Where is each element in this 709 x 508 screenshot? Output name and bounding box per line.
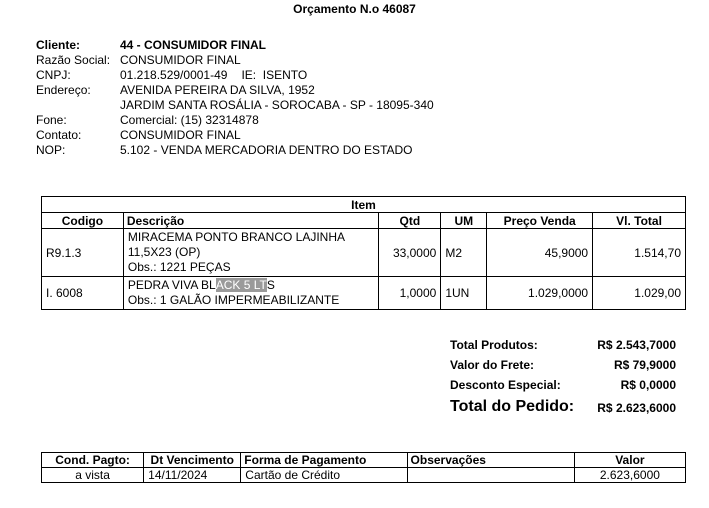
valor-frete-label: Valor do Frete: bbox=[450, 358, 535, 372]
valor-frete-row bbox=[450, 358, 676, 378]
document-title: Orçamento N.o 46087 bbox=[293, 2, 416, 16]
col-header-valor: Valor bbox=[574, 453, 685, 468]
fone-label: Fone: bbox=[36, 113, 67, 127]
fone-row bbox=[36, 113, 434, 128]
nop-row bbox=[36, 143, 434, 158]
item-descricao bbox=[123, 277, 379, 310]
col-header-descricao: Descrição bbox=[123, 213, 379, 229]
col-header-forma: Forma de Pagamento bbox=[241, 453, 407, 468]
item-um: 1UN bbox=[441, 277, 487, 310]
customer-info bbox=[36, 38, 434, 158]
item-codigo: I. 6008 bbox=[42, 277, 124, 310]
item-total: 1.029,00 bbox=[593, 277, 686, 310]
payment-forma: Cartão de Crédito bbox=[241, 468, 407, 483]
endereco-line2: JARDIM SANTA ROSÁLIA - SOROCABA - SP - 18095-340 bbox=[120, 98, 434, 112]
item-preco: 1.029,0000 bbox=[487, 277, 593, 310]
cnpj-row bbox=[36, 68, 434, 83]
totals-block bbox=[450, 338, 676, 422]
selected-text: ACK 5 LT bbox=[215, 278, 267, 292]
razao-label: Razão Social: bbox=[36, 53, 111, 67]
endereco-line1: AVENIDA PEREIRA DA SILVA, 1952 bbox=[120, 83, 315, 97]
endereco-label: Endereço: bbox=[36, 83, 91, 97]
cnpj-value: 01.218.529/0001-49 bbox=[120, 68, 228, 82]
payment-vencimento: 14/11/2024 bbox=[144, 468, 241, 483]
contato-value: CONSUMIDOR FINAL bbox=[120, 128, 241, 142]
col-header-qtd: Qtd bbox=[379, 213, 441, 229]
endereco-row bbox=[36, 83, 434, 98]
items-table bbox=[41, 196, 686, 310]
col-header-obs: Observações bbox=[407, 453, 574, 468]
payment-header-row bbox=[42, 453, 686, 468]
fone-value: Comercial: (15) 32314878 bbox=[120, 113, 259, 127]
total-pedido-label: Total do Pedido: bbox=[450, 398, 575, 415]
item-desc-line2: 11,5X23 (OP) bbox=[127, 245, 201, 259]
item-qtd: 1,0000 bbox=[379, 277, 441, 310]
payment-valor: 2.623,6000 bbox=[574, 468, 685, 483]
table-row bbox=[42, 229, 686, 277]
items-section-title: Item bbox=[42, 197, 686, 213]
razao-row bbox=[36, 53, 434, 68]
col-header-preco: Preço Venda bbox=[487, 213, 593, 229]
nop-value: 5.102 - VENDA MERCADORIA DENTRO DO ESTADO bbox=[120, 143, 413, 157]
col-header-cond: Cond. Pagto: bbox=[42, 453, 144, 468]
col-header-um: UM bbox=[441, 213, 487, 229]
desconto-value: R$ 0,0000 bbox=[620, 378, 676, 392]
table-row bbox=[42, 277, 686, 310]
col-header-codigo: Codigo bbox=[42, 213, 124, 229]
item-um: M2 bbox=[441, 229, 487, 277]
total-produtos-row bbox=[450, 338, 676, 358]
item-desc-line1: MIRACEMA PONTO BRANCO LAJINHA bbox=[127, 230, 346, 244]
col-header-total: Vl. Total bbox=[593, 213, 686, 229]
ie-value: ISENTO bbox=[262, 68, 308, 82]
item-codigo: R9.1.3 bbox=[42, 229, 124, 277]
cliente-label: Cliente: bbox=[36, 38, 81, 52]
desconto-label: Desconto Especial: bbox=[450, 378, 561, 392]
cliente-row bbox=[36, 38, 434, 53]
item-descricao bbox=[123, 229, 379, 277]
total-produtos-value: R$ 2.543,7000 bbox=[597, 338, 676, 352]
razao-value: CONSUMIDOR FINAL bbox=[120, 53, 241, 67]
endereco-row-2 bbox=[36, 98, 434, 113]
items-header-row bbox=[42, 213, 686, 229]
nop-label: NOP: bbox=[36, 143, 66, 157]
cnpj-label: CNPJ: bbox=[36, 68, 71, 82]
contato-row bbox=[36, 128, 434, 143]
ie-label: IE: bbox=[241, 68, 257, 82]
total-produtos-label: Total Produtos: bbox=[450, 338, 538, 352]
item-desc-line1: PEDRA VIVA BLACK 5 LTS bbox=[127, 278, 275, 292]
desconto-row bbox=[450, 378, 676, 398]
contato-label: Contato: bbox=[36, 128, 82, 142]
total-pedido-value: R$ 2.623,6000 bbox=[597, 401, 676, 415]
total-pedido-row bbox=[450, 398, 676, 422]
item-preco: 45,9000 bbox=[487, 229, 593, 277]
payment-obs bbox=[407, 468, 574, 483]
item-obs: Obs.: 1 GALÃO IMPERMEABILIZANTE bbox=[127, 293, 340, 307]
payment-cond: a vista bbox=[42, 468, 144, 483]
table-row bbox=[42, 468, 686, 483]
cliente-value: 44 - CONSUMIDOR FINAL bbox=[120, 38, 267, 52]
payment-table bbox=[41, 452, 686, 483]
valor-frete-value: R$ 79,9000 bbox=[613, 358, 676, 372]
col-header-vencimento: Dt Vencimento bbox=[144, 453, 241, 468]
item-qtd: 33,0000 bbox=[379, 229, 441, 277]
item-total: 1.514,70 bbox=[593, 229, 686, 277]
item-obs: Obs.: 1221 PEÇAS bbox=[127, 260, 231, 274]
